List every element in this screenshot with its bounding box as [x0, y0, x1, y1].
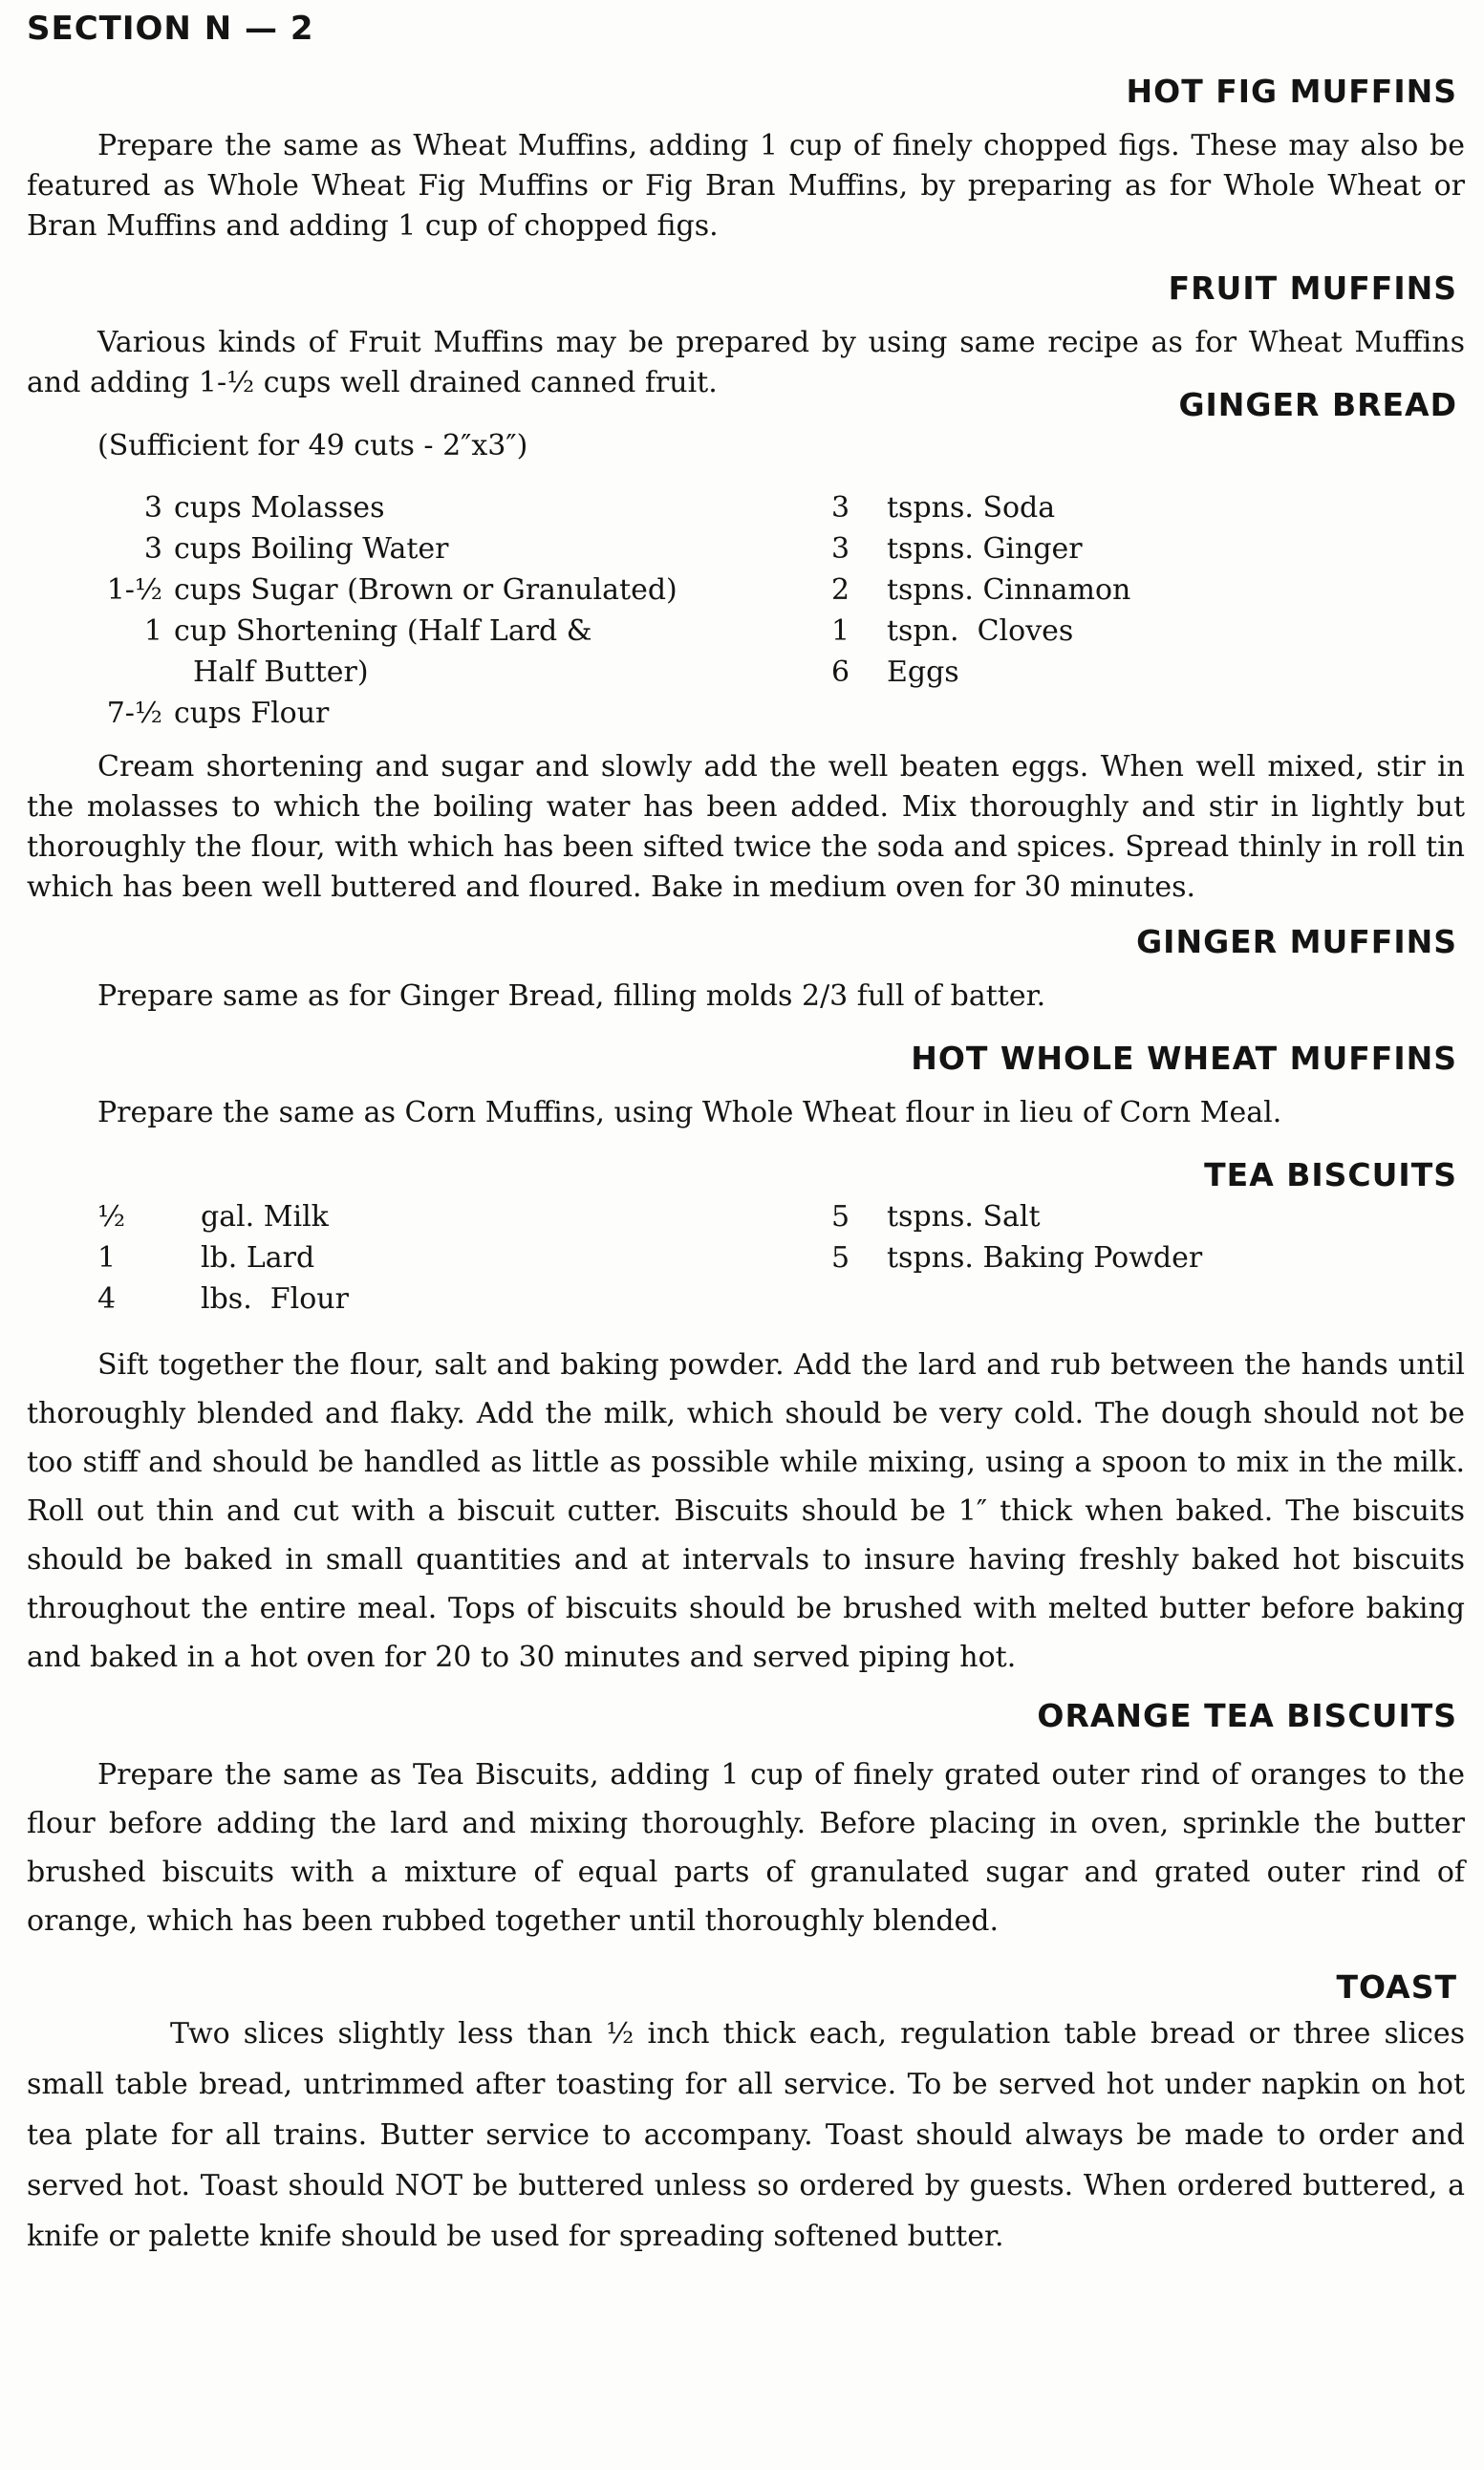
ginger-bread-ingredients-right: [753, 487, 1465, 734]
ingredient-qty: 1: [831, 614, 850, 648]
ginger-muffins-title: GINGER MUFFINS: [1136, 923, 1457, 960]
ingredient-row: [753, 569, 1465, 611]
ingredient-name: gal. Milk: [201, 1200, 329, 1234]
ingredient-qty: [27, 652, 174, 693]
orange-tea-biscuits-text: Prepare the same as Tea Biscuits, adding 1 cup of finely grated outer rind of oranges to the flour before adding the lard and mixing thoroughly. Before placing in oven, sprinkle the butter brushed biscuits with a mixture of equal parts of granulated sugar and grated outer rind of orange, which has been rubbed together until thoroughly blended.: [27, 1758, 1465, 1938]
ingredient-qty: 1: [143, 614, 162, 648]
ginger-bread-ingredients: [27, 487, 1465, 734]
ingredient-row: [753, 1196, 1465, 1237]
ingredient-row: [27, 1237, 753, 1278]
ingredient-name: lb. Lard: [201, 1241, 315, 1275]
hot-fig-muffins-title: HOT FIG MUFFINS: [1126, 73, 1457, 110]
tea-biscuits-ingredients-left: [27, 1196, 753, 1320]
hot-whole-wheat-muffins-text: Prepare the same as Corn Muffins, using Whole Wheat flour in lieu of Corn Meal.: [97, 1096, 1282, 1129]
ingredient-qty: 3: [143, 532, 162, 566]
ingredient-qty: 4: [97, 1282, 117, 1316]
toast-text: Two slices slightly less than ½ inch thick each, regulation table bread or three slices small table bread, untrimmed after toasting for all service. To be served hot under napkin on hot tea plate for all trains. Butter service to accompany. Toast should always be made to order and served hot. Toast should NOT be buttered unless so ordered by guests. When ordered buttered, a knife or palette knife should be used for spreading softened butter.: [27, 2017, 1465, 2253]
ingredient-row: [27, 528, 753, 569]
ingredient-qty: 1-½: [106, 573, 162, 607]
tea-biscuits-title: TEA BISCUITS: [1204, 1156, 1457, 1193]
tea-biscuits-text: Sift together the flour, salt and baking powder. Add the lard and rub between the hands until thoroughly blended and flaky. Add the milk, which should be very cold. The dough should not be too stiff and should be handled as little as possible while mixing, using a spoon to mix in the milk. Roll out thin and cut with a biscuit cutter. Biscuits should be 1″ thick when baked. The biscuits should be baked in small quantities and at intervals to insure having freshly baked hot biscuits throughout the entire meal. Tops of biscuits should be brushed with melted butter before baking and baked in a hot oven for 20 to 30 minutes and served piping hot.: [27, 1348, 1465, 1674]
ingredient-row: [27, 652, 753, 693]
hot-fig-muffins-text: Prepare the same as Wheat Muffins, adding 1 cup of finely chopped figs. These may also be featured as Whole Wheat Fig Muffins or Fig Bran Muffins, by preparing as for Whole Wheat or Bran Muffins and adding 1 cup of chopped figs.: [27, 129, 1465, 243]
fruit-muffins-title: FRUIT MUFFINS: [1168, 269, 1457, 307]
ginger-bread-ingredients-left: [27, 487, 753, 734]
ingredient-row: [753, 611, 1465, 652]
ginger-bread-title: GINGER BREAD: [1178, 386, 1457, 423]
ingredient-row: [27, 1196, 753, 1237]
ingredient-name: cup Shortening (Half Lard &: [174, 614, 592, 648]
ingredient-name: cups Sugar (Brown or Granulated): [174, 573, 677, 607]
ginger-muffins-text: Prepare same as for Ginger Bread, filling molds 2/3 full of batter.: [97, 979, 1046, 1013]
ingredient-qty: 2: [831, 573, 850, 607]
ginger-bread-yield-note: (Sufficient for 49 cuts - 2″x3″): [97, 429, 528, 462]
ingredient-qty: 3: [831, 491, 850, 525]
ingredient-qty: 6: [831, 655, 850, 689]
ingredient-row: [27, 611, 753, 652]
ingredient-qty: 3: [831, 532, 850, 566]
toast-title: TOAST: [1336, 1968, 1457, 2006]
ginger-bread-text: Cream shortening and sugar and slowly add the well beaten eggs. When well mixed, stir in the molasses to which the boiling water has been added. Mix thoroughly and stir in lightly but thoroughly the flour, with which has been sifted twice the soda and spices. Spread thinly in roll tin which has been well buttered and floured. Bake in medium oven for 30 minutes.: [27, 750, 1465, 904]
ingredient-row: [27, 487, 753, 528]
ingredient-qty: 3: [143, 491, 162, 525]
tea-biscuits-ingredients: [27, 1196, 1465, 1320]
fruit-muffins-text: Various kinds of Fruit Muffins may be prepared by using same recipe as for Wheat Muffins and adding 1-½ cups well drained canned fruit.: [27, 326, 1465, 399]
ingredient-name: tspns. Soda: [887, 491, 1056, 525]
section-heading: SECTION N — 2: [27, 10, 314, 48]
ingredient-name: Half Butter): [193, 655, 369, 689]
ingredient-row: [27, 1278, 753, 1320]
ingredient-name: tspns. Ginger: [887, 532, 1083, 566]
orange-tea-biscuits-title: ORANGE TEA BISCUITS: [1037, 1697, 1457, 1734]
ingredient-qty: 1: [97, 1241, 117, 1275]
ingredient-qty: ½: [97, 1200, 126, 1234]
ingredient-name: cups Molasses: [174, 491, 385, 525]
ingredient-row: [753, 1237, 1465, 1278]
ingredient-row: [753, 528, 1465, 569]
ingredient-row: [27, 569, 753, 611]
ingredient-name: tspns. Baking Powder: [887, 1241, 1203, 1275]
ingredient-qty: 5: [831, 1241, 850, 1275]
ingredient-row: [753, 487, 1465, 528]
ingredient-name: cups Boiling Water: [174, 532, 449, 566]
ingredient-name: Eggs: [887, 655, 959, 689]
ingredient-qty: 7-½: [106, 697, 162, 730]
ingredient-name: tspn. Cloves: [887, 614, 1074, 648]
ingredient-qty: 5: [831, 1200, 850, 1234]
ingredient-name: tspns. Cinnamon: [887, 573, 1131, 607]
ingredient-name: lbs. Flour: [201, 1282, 349, 1316]
ingredient-name: tspns. Salt: [887, 1200, 1041, 1234]
ingredient-row: [753, 652, 1465, 693]
ingredient-row: [27, 693, 753, 734]
ingredient-name: cups Flour: [174, 697, 330, 730]
hot-whole-wheat-muffins-title: HOT WHOLE WHEAT MUFFINS: [911, 1040, 1457, 1077]
tea-biscuits-ingredients-right: [753, 1196, 1465, 1320]
